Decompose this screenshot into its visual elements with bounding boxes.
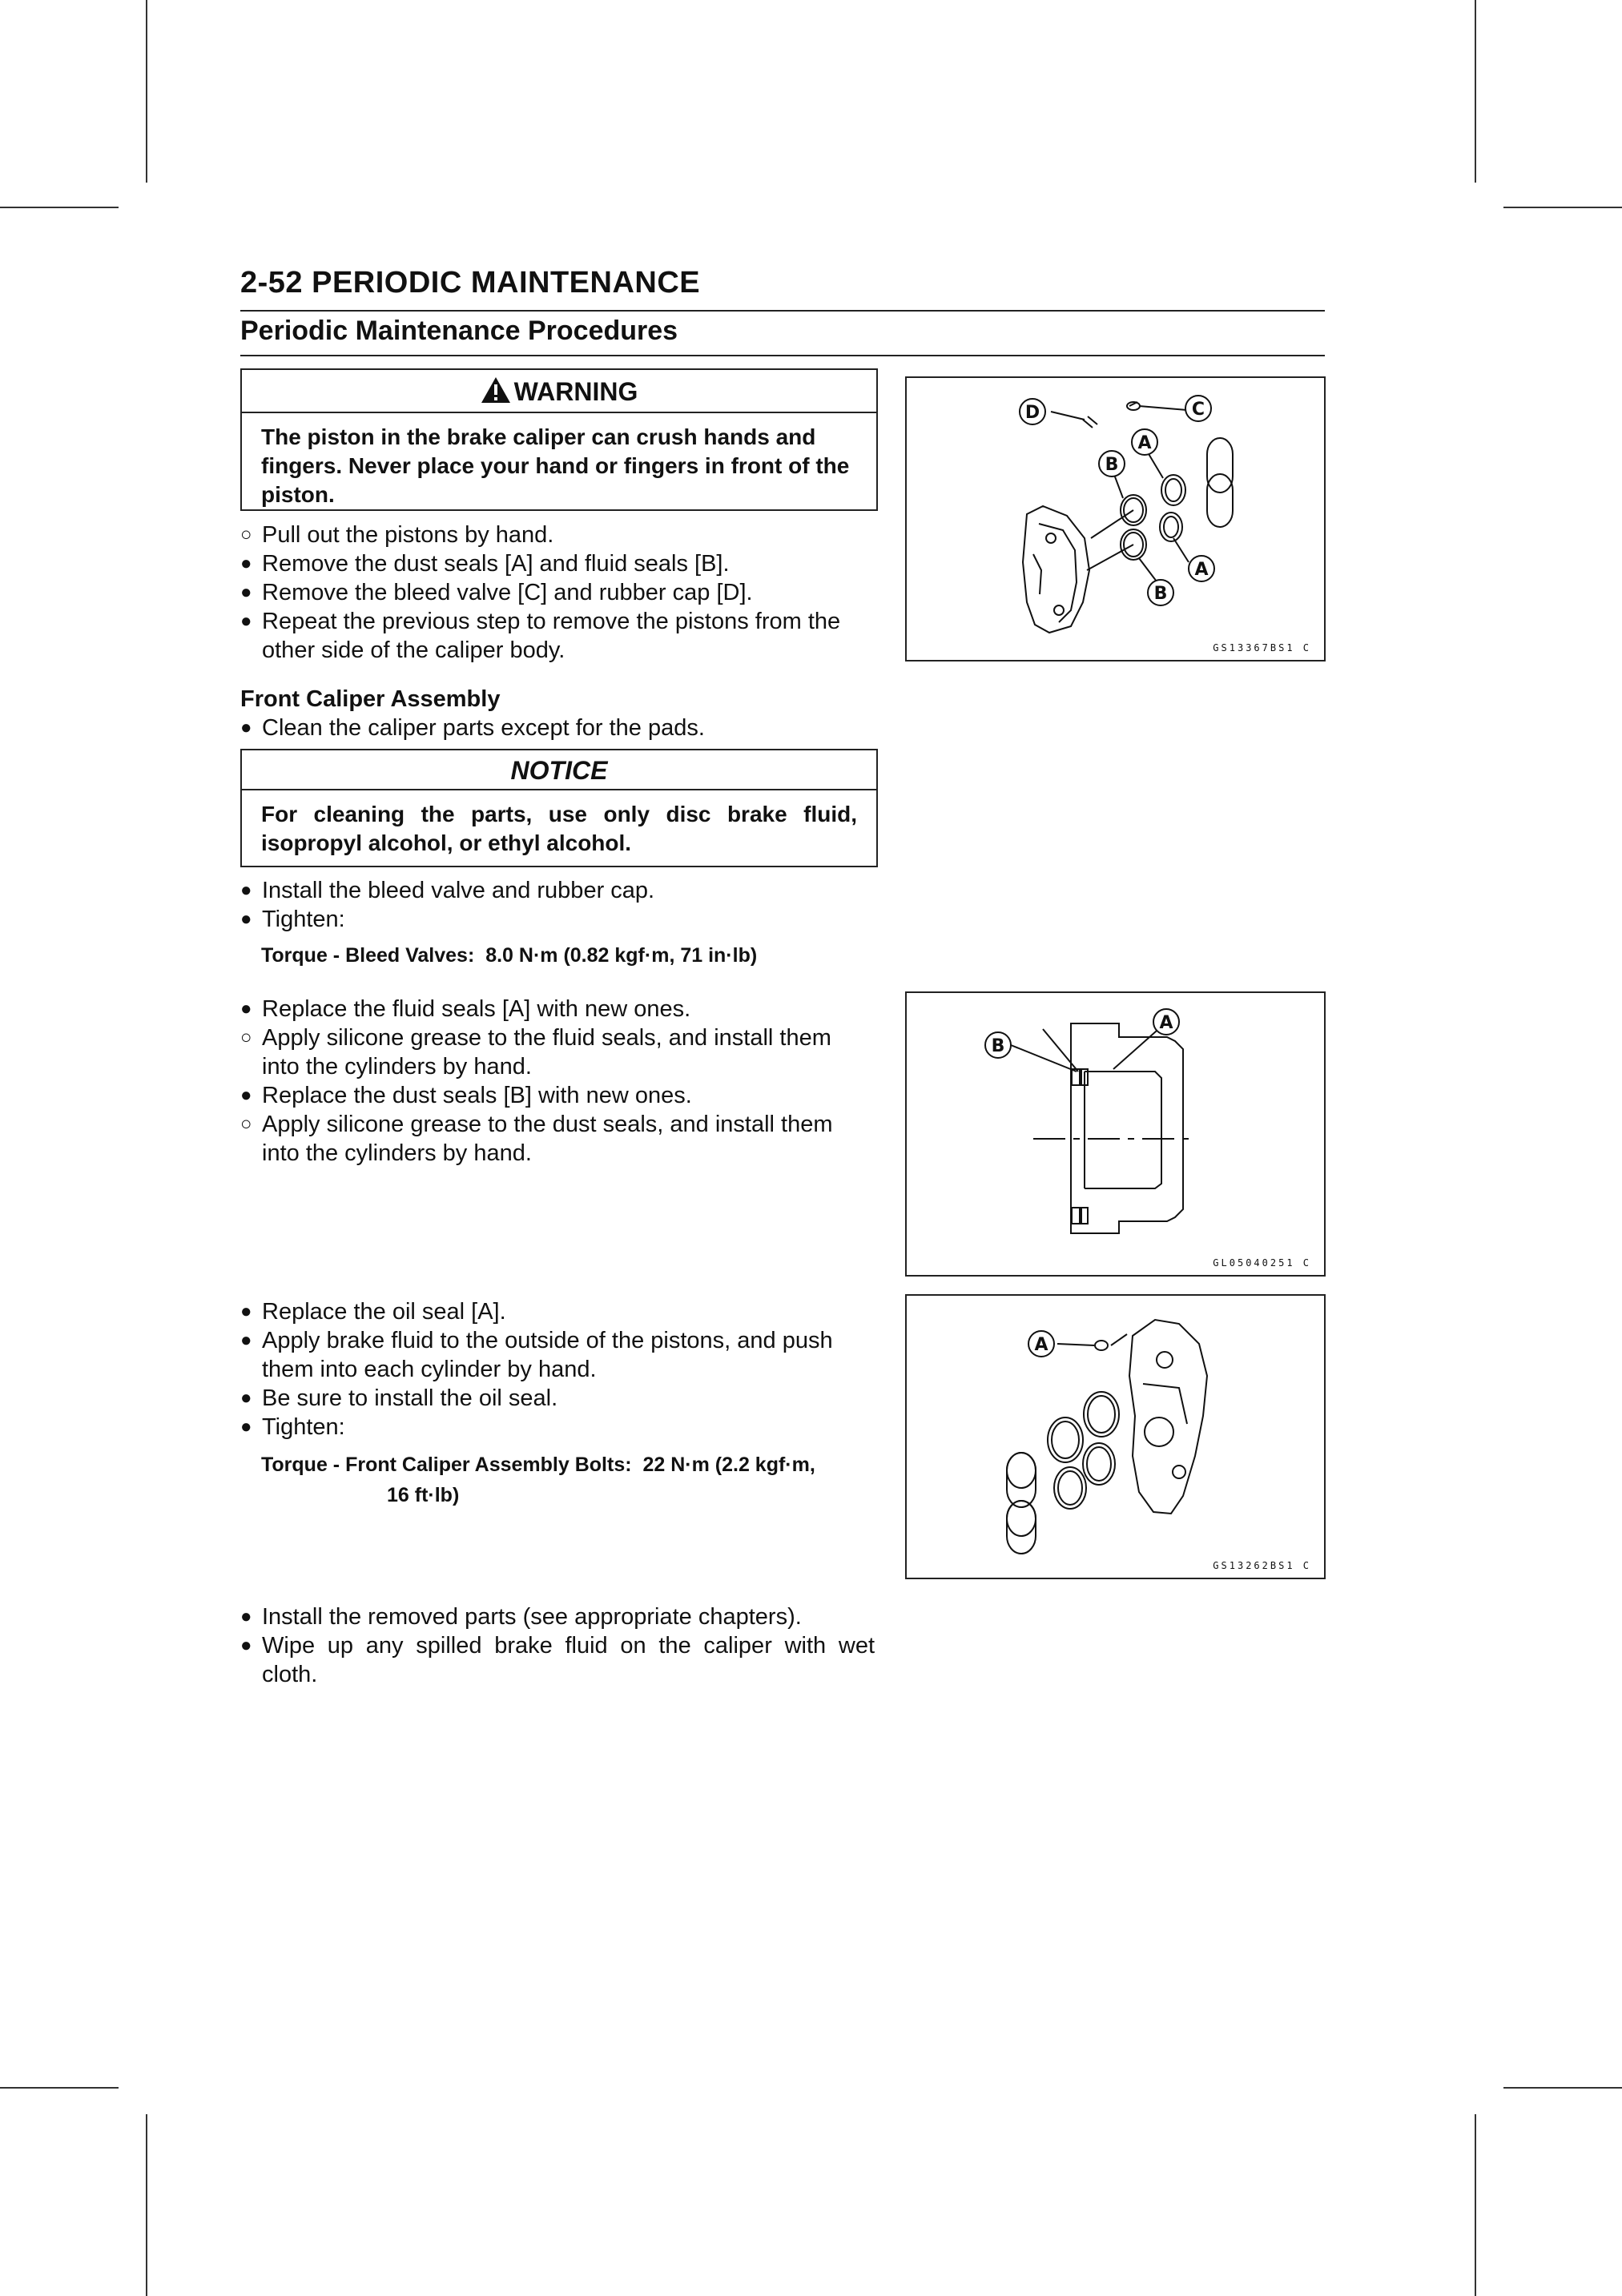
assembly-heading: Front Caliper Assembly bbox=[240, 686, 501, 712]
list-item: ● Repeat the previous step to remove the pistons from the other side of the caliper body. bbox=[240, 609, 841, 663]
list-item: ● Tighten: bbox=[240, 1414, 345, 1440]
page-title: 2-52 PERIODIC MAINTENANCE bbox=[240, 266, 701, 300]
list-item: ○ Apply silicone grease to the dust seals, and install them into the cylinders by hand. bbox=[240, 1112, 833, 1166]
figure-caliper-disassembly bbox=[905, 376, 1326, 661]
figure-code: GS13262BS1 C bbox=[1213, 1560, 1311, 1571]
figure-code: GL05040251 C bbox=[1213, 1257, 1311, 1269]
figure-seal-cross-section bbox=[905, 991, 1326, 1277]
callout-label: A bbox=[1159, 1013, 1173, 1033]
warning-box bbox=[240, 368, 878, 511]
callout-label: A bbox=[1194, 560, 1209, 580]
crop-mark bbox=[1475, 0, 1476, 183]
section-rule bbox=[240, 355, 1325, 356]
warning-triangle-icon bbox=[481, 376, 511, 404]
caliper-assembly-illustration bbox=[907, 1296, 1324, 1578]
callout-label: A bbox=[1034, 1335, 1048, 1355]
section-title: Periodic Maintenance Procedures bbox=[240, 316, 678, 346]
notice-title: NOTICE bbox=[242, 750, 876, 790]
crop-mark bbox=[0, 207, 119, 208]
warning-header bbox=[242, 370, 876, 413]
callout-label: B bbox=[1153, 584, 1168, 604]
notice-box bbox=[240, 749, 878, 867]
crop-mark bbox=[1503, 2087, 1622, 2089]
crop-mark bbox=[146, 2114, 147, 2296]
steps-replace-seals bbox=[240, 995, 875, 1168]
crop-mark bbox=[0, 2087, 119, 2089]
callout-label: B bbox=[1105, 455, 1119, 475]
steps-remove-pistons bbox=[240, 521, 875, 665]
steps-install-pistons bbox=[240, 1297, 875, 1442]
caliper-disassembly-illustration bbox=[907, 378, 1324, 660]
callout-label: A bbox=[1137, 433, 1152, 453]
list-item: ● Replace the oil seal [A]. bbox=[240, 1299, 506, 1325]
list-item: ● Be sure to install the oil seal. bbox=[240, 1385, 558, 1411]
notice-text: For cleaning the parts, use only disc brake fluid, isopropyl alcohol, or ethyl alcohol. bbox=[261, 802, 857, 855]
crop-mark bbox=[1503, 207, 1622, 208]
list-item: ● Clean the caliper parts except for the pads. bbox=[240, 715, 705, 741]
torque-spec-caliper-bolts: Torque - Front Caliper Assembly Bolts: 22 N·m (2.2 kgf·m, 16 ft·lb) bbox=[261, 1454, 815, 1506]
warning-text: The piston in the brake caliper can crush hands and fingers. Never place your hand or fingers in front of the piston. bbox=[261, 424, 850, 507]
list-item: ● Replace the fluid seals [A] with new ones. bbox=[240, 996, 691, 1022]
callout-label: D bbox=[1024, 403, 1040, 423]
list-item: ● Remove the bleed valve [C] and rubber cap [D]. bbox=[240, 580, 753, 605]
list-item: ● Wipe up any spilled brake fluid on the caliper with wet cloth. bbox=[240, 1633, 875, 1687]
steps-install-bleed-valve bbox=[240, 876, 875, 934]
header-rule bbox=[240, 310, 1325, 312]
torque-spec-bleed-valves: Torque - Bleed Valves: 8.0 N·m (0.82 kgf·m, 71 in·lb) bbox=[261, 944, 758, 967]
figure-code: GS13367BS1 C bbox=[1213, 642, 1311, 653]
list-item: ○ Pull out the pistons by hand. bbox=[240, 522, 554, 548]
list-item: ● Install the removed parts (see appropriate chapters). bbox=[240, 1604, 802, 1630]
seal-cross-section-illustration bbox=[907, 993, 1324, 1275]
list-item: ● Replace the dust seals [B] with new ones. bbox=[240, 1083, 692, 1108]
figure-caliper-assembly bbox=[905, 1294, 1326, 1579]
list-item: ● Install the bleed valve and rubber cap. bbox=[240, 878, 655, 903]
steps-finish bbox=[240, 1602, 875, 1689]
crop-mark bbox=[146, 0, 147, 183]
callout-label: B bbox=[991, 1036, 1005, 1056]
list-item: ○ Apply silicone grease to the fluid seals, and install them into the cylinders by hand. bbox=[240, 1025, 831, 1080]
crop-mark bbox=[1475, 2114, 1476, 2296]
list-item: ● Apply brake fluid to the outside of the pistons, and push them into each cylinder by hand. bbox=[240, 1328, 833, 1382]
assembly-section bbox=[240, 685, 875, 742]
list-item: ● Tighten: bbox=[240, 907, 345, 932]
warning-title: WARNING bbox=[513, 377, 638, 406]
callout-label: C bbox=[1191, 400, 1205, 420]
list-item: ● Remove the dust seals [A] and fluid seals [B]. bbox=[240, 551, 730, 577]
